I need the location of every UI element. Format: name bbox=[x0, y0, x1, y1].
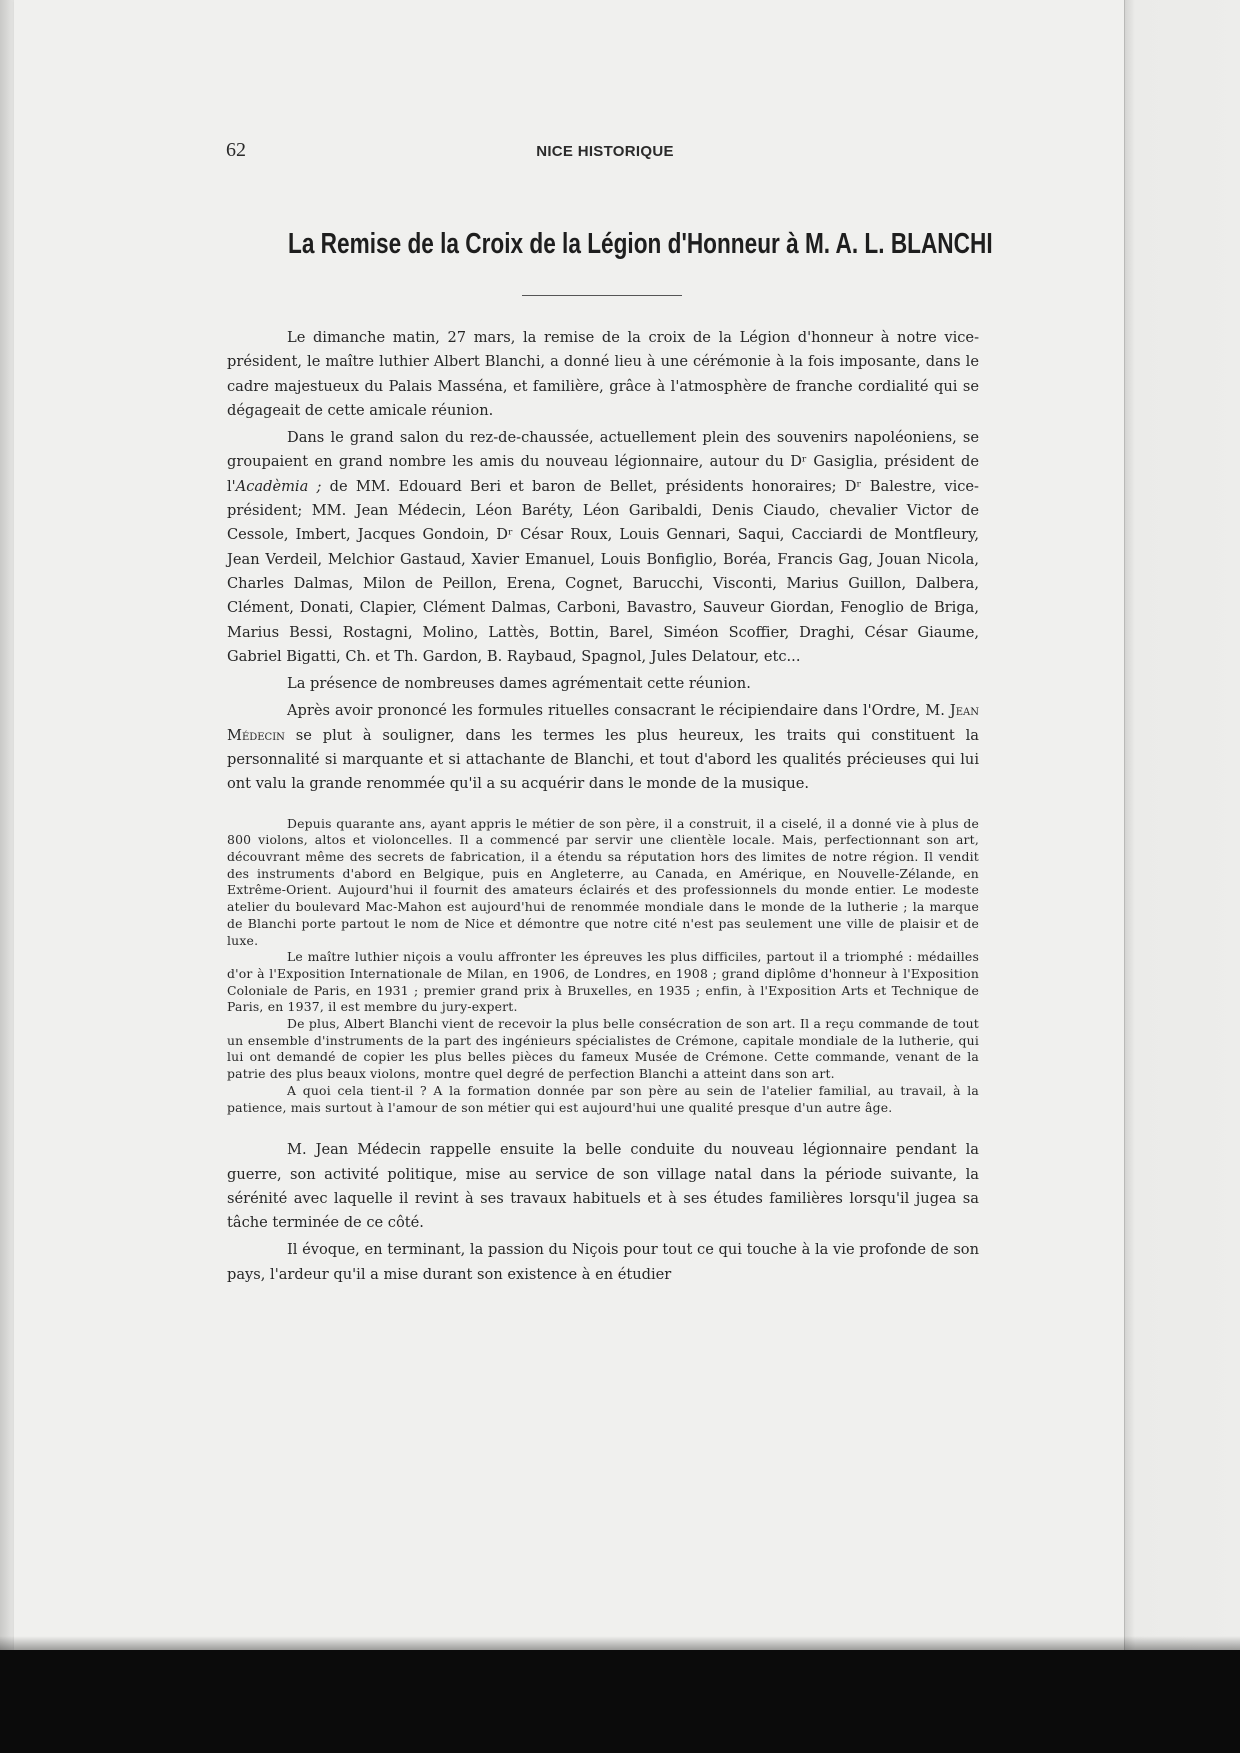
adjacent-page-edge bbox=[1124, 0, 1240, 1650]
page-bottom-shadow bbox=[0, 1636, 1240, 1650]
quote-paragraph-awards: Le maître luthier niçois a voulu affronter les épreuves les plus difficiles, partout il a triomphé : médailles d'or à l'Exposition Internationale de Milan, en 1906, de Londres, en 1908 ; grand diplôme d'honneur à l'Exposition Coloniale de Paris, en 1931 ; premier grand prix à Bruxelles, en 1935 ; enfin, à l'Exposition Arts et Technique de Paris, en 1937, il est membre du jury-expert. bbox=[227, 949, 979, 1015]
speech-text-end: se plut à souligner, dans les termes les plus heureux, les traits qui constituent la personnalité si marquante et si attachante de Blanchi, et tout d'abord les qualités précieuses qui lui ont valu la grande renommée qu'il a su acquérir dans le monde de la musique. bbox=[227, 726, 979, 793]
quote-paragraph-career: Depuis quarante ans, ayant appris le métier de son père, il a construit, il a ciselé, il a donné vie à plus de 800 violons, altos et violoncelles. Il a commencé par servir une clientèle locale. Mais, perfectionnant son art, découvrant même des secrets de fabrication, il a étendu sa réputation hors des limites de notre région. Il vendit des instruments d'abord en Belgique, puis en Angleterre, au Canada, en Amérique, en Nouvelle-Zélande, en Extrême-Orient. Aujourd'hui il fournit des amateurs éclairés et des professionnels du monde entier. Le modeste atelier du boulevard Mac-Mahon est aujourd'hui de renommée mondiale dans le monde de la lutherie ; la marque de Blanchi porte partout le nom de Nice et démontre que notre cité n'est pas seulement une ville de plaisir et de luxe. bbox=[227, 815, 979, 948]
paragraph-attendees bbox=[227, 426, 979, 669]
article-body bbox=[227, 326, 979, 1290]
title-divider bbox=[522, 295, 682, 296]
quoted-speech bbox=[227, 816, 979, 1117]
attendees-text-list: de MM. Edouard Beri et baron de Bellet, présidents honoraires; Dʳ Balestre, vice-président; MM. Jean Médecin, Léon Baréty, Léon Garibaldi, Denis Ciaudo, chevalier Victor de Cessole, Imbert, Jacques Gondoin, Dʳ César Roux, Louis Gennari, Saqui, Cacciardi de Montfleury, Jean Verdeil, Melchior Gastaud, Xavier Emanuel, Louis Bonfiglio, Boréa, Francis Gag, Jouan Nicola, Charles Dalmas, Milon de Peillon, Erena, Cognet, Barucchi, Visconti, Marius Guillon, Dalbera, Clément, Donati, Clapier, Clément Dalmas, Carboni, Bavastro, Sauveur Giordan, Fenoglio de Briga, Marius Bessi, Rostagni, Molino, Lattès, Bottin, Barel, Siméon Scoffier, Draghi, César Giaume, Gabriel Bigatti, Ch. et Th. Gardon, B. Raybaud, Spagnol, Jules Delatour, etc... bbox=[227, 477, 979, 665]
speaker-name: Jean Médecin bbox=[227, 702, 979, 744]
article-title: La Remise de la Croix de la Légion d'Honneur à M. A. L. BLANCHI bbox=[288, 228, 993, 260]
paragraph-war-and-politics: M. Jean Médecin rappelle ensuite la belle conduite du nouveau légionnaire pendant la guerre, son activité politique, mise au service de son village natal dans la période suivante, la sérénité avec laquelle il revint à ses travaux habituels et à ses études familières lorsqu'il jugea sa tâche terminée de ce côté. bbox=[227, 1141, 979, 1232]
attendees-text-start: Dans le grand salon du rez-de-chaussée, actuellement plein des souvenirs napoléoniens, se groupaient en grand nombre les amis du nouveau légionnaire, autour du Dʳ Gasiglia, président de l' bbox=[227, 429, 979, 495]
paragraph-speech bbox=[227, 699, 979, 796]
page-number: 62 bbox=[226, 139, 246, 161]
paragraph-passion: Il évoque, en terminant, la passion du Niçois pour tout ce qui touche à la vie profonde de son pays, l'ardeur qu'il a mise durant son existence à en étudier bbox=[227, 1241, 979, 1283]
speech-text-start: Après avoir prononcé les formules rituelles consacrant le récipiendaire dans l'Ordre, M. bbox=[287, 702, 950, 720]
left-binding-edge bbox=[0, 0, 14, 1753]
paragraph-ceremony: Le dimanche matin, 27 mars, la remise de la croix de la Légion d'honneur à notre vice-président, le maître luthier Albert Blanchi, a donné lieu à une cérémonie à la fois imposante, dans le cadre majestueux du Palais Masséna, et familière, grâce à l'atmosphère de franche cordialité qui se dégageait de cette amicale réunion. bbox=[227, 329, 979, 419]
academia-name: Acadèmia ; bbox=[235, 477, 322, 495]
quote-paragraph-training: A quoi cela tient-il ? A la formation donnée par son père au sein de l'atelier familial, au travail, à la patience, mais surtout à l'amour de son métier qui est aujourd'hui une qualité presque d'un autre âge. bbox=[227, 1082, 979, 1115]
quote-paragraph-cremona: De plus, Albert Blanchi vient de recevoir la plus belle consécration de son art. Il a reçu commande de tout un ensemble d'instruments de la part des ingénieurs spécialistes de Crémone, capitale mondiale de la lutherie, qui lui ont demandé de copier les plus belles pièces du fameux Musée de Crémone. Cette commande, venant de la patrie des plus beaux violons, montre quel degré de perfection Blanchi a atteint dans son art. bbox=[227, 1016, 979, 1082]
paragraph-ladies: La présence de nombreuses dames agrémentait cette réunion. bbox=[287, 675, 751, 693]
scanner-bed-background bbox=[0, 1650, 1240, 1753]
running-header: NICE HISTORIQUE bbox=[536, 143, 674, 160]
